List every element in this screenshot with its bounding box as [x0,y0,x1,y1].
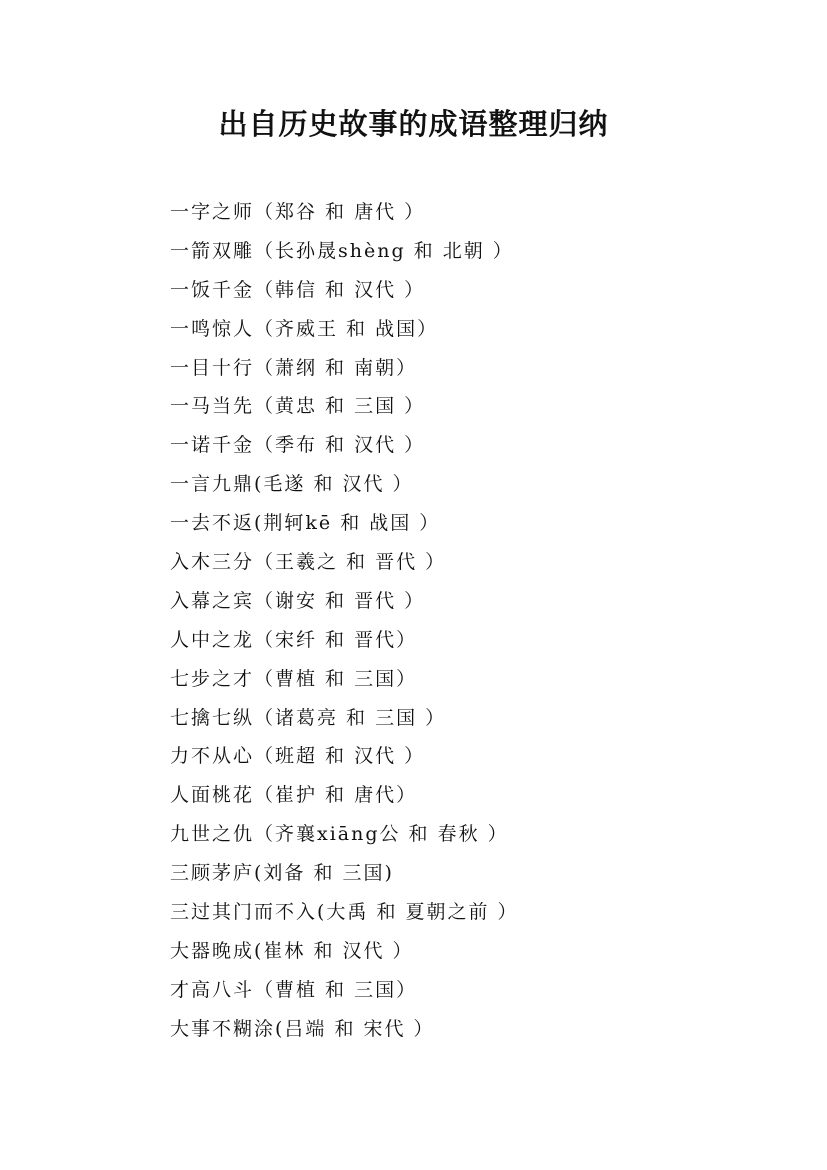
idiom-item: 三顾茅庐(刘备 和 三国) [170,862,394,885]
idiom-item: 力不从心（班超 和 汉代 ） [170,745,426,768]
idiom-item: 入幕之宾（谢安 和 晋代 ） [170,589,426,612]
idiom-item: 一诺千金（季布 和 汉代 ） [170,434,426,457]
idiom-item: 三过其门而不入(大禹 和 夏朝之前 ） [170,901,519,924]
idiom-item: 九世之仇（齐襄xiāng公 和 春秋 ） [170,823,509,846]
idiom-item: 七步之才（曹植 和 三国） [170,667,418,690]
idiom-item: 人中之龙（宋纤 和 晋代） [170,628,418,651]
idiom-item: 人面桃花（崔护 和 唐代） [170,784,418,807]
document-title: 出自历史故事的成语整理归纳 [218,107,609,141]
idiom-list [170,193,790,1049]
idiom-item: 一目十行（萧纲 和 南朝） [170,356,418,379]
idiom-item: 七擒七纵（诸葛亮 和 三国 ） [170,706,447,729]
idiom-item: 一去不返(荆轲kē 和 战国 ） [170,512,441,535]
idiom-item: 才高八斗（曹植 和 三国） [170,978,418,1001]
idiom-item: 一箭双雕（长孙晟shèng 和 北朝 ） [170,239,514,262]
idiom-item: 一饭千金（韩信 和 汉代 ） [170,278,426,301]
idiom-item: 一字之师（郑谷 和 唐代 ） [170,201,426,223]
idiom-item: 一鸣惊人（齐威王 和 战国） [170,317,439,340]
idiom-item: 大事不糊涂(吕端 和 宋代 ） [170,1017,435,1040]
idiom-item: 一言九鼎(毛遂 和 汉代 ） [170,473,414,496]
idiom-item: 入木三分（王羲之 和 晋代 ） [170,551,447,574]
idiom-item: 一马当先（黄忠 和 三国 ） [170,395,426,418]
idiom-item: 大器晚成(崔林 和 汉代 ） [170,939,414,962]
